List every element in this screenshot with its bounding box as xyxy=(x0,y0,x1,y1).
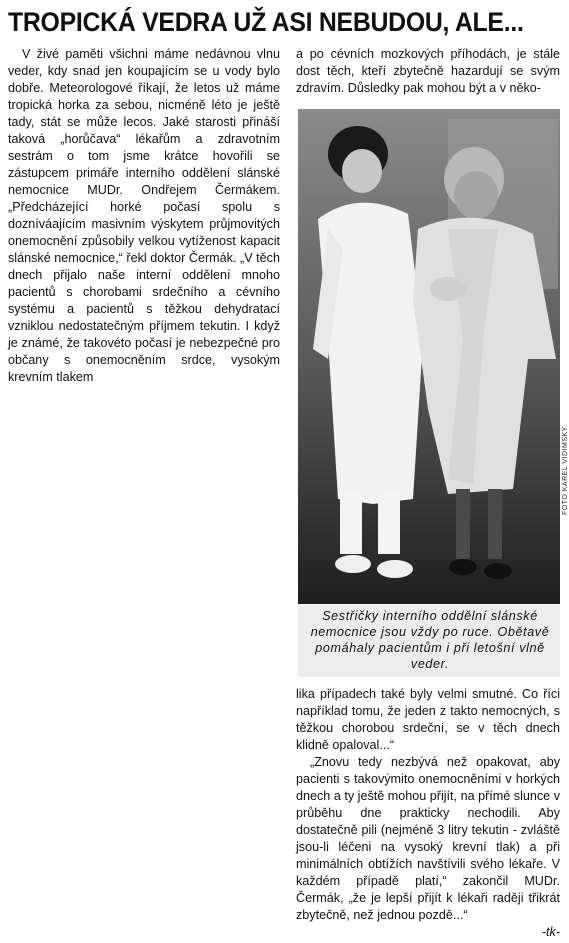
body-paragraph: V živé paměti všichni máme nedávnou vlnu veder, kdy snad jen koupajícím se u vody bylo dobře. Meteorologové říkají, že letos už máme tropická horka za sebou, nicméně léto je ještě tady, stát se může lecos. Jaké starosti přináší taková „horůčava“ lékařům a zdravotním sestrám o tom jsme krátce hovořili se zástupcem primáře interního oddělení slánské nemocnice MUDr. Ondřejem Čermákem. „Předcházející horké počasí spolu s dozníváajícím masivním výskytem průjmovitých onemocnění způsobily velkou vytíženost kapacit slánské nemocnice,“ řekl doktor Čermák. „V těch dnech přijalo naše interní oddělení mnoho pacientů s chorobami srdečního a cévního systému a pacientů s těžkou dehydratací vzniklou nedostatečným příjmem tekutin. I když je známé, že takovéto počasí je nebezpečné pro občany s onemocněním srdce, vysokým krevním tlakem xyxy=(8,47,280,384)
photo-caption: Sestřičky interního oddělní slánské nemocnice jsou vždy po ruce. Obětavě pomáhaly pacientům i při letošní vlně veder. xyxy=(298,605,560,677)
body-paragraph: a po cévních mozkových příhodách, je stále dost těch, kteří zbytečně hazardují se svým zdravím. Důsledky pak mohou být a v něko- xyxy=(296,47,560,95)
article-headline: TROPICKÁ VEDRA UŽ ASI NEBUDOU, ALE... xyxy=(8,7,524,37)
body-paragraph: „Znovu tedy nezbývá než opakovat, aby pacienti s takovýmito onemocněními v horkých dnech a ty ještě mohou přijít, na přímé slunce v průběhu dne prakticky nechodili. Aby dostatečně pili (nejméně 3 litry tekutin - zvláště jsou-li léčeni na vysoký krevní tlak) a při minimálních obtížích navštívili svého lékaře. V každém případě platí,“ zakončil MUDr. Čermák, „že je lepší přijít k lékaři raději třikrát zbytečně, než jednou pozdě...“ xyxy=(296,755,560,922)
photo-nurse-and-patient xyxy=(298,109,560,604)
author-signature: -tk- xyxy=(541,925,560,939)
article-column-right-bottom xyxy=(296,686,560,941)
article-column-right-top xyxy=(296,46,560,97)
body-paragraph: lika případech také byly velmi smutné. Co říci například tomu, že jeden z takto nemocných, s těžkou chorobou srdeční, se v těch dnech klidně opaloval...“ xyxy=(296,687,560,752)
article-photo xyxy=(298,109,560,604)
article-column-left xyxy=(8,46,280,386)
photo-credit: FOTO KAREL VIDIMSKÝ xyxy=(562,426,569,515)
